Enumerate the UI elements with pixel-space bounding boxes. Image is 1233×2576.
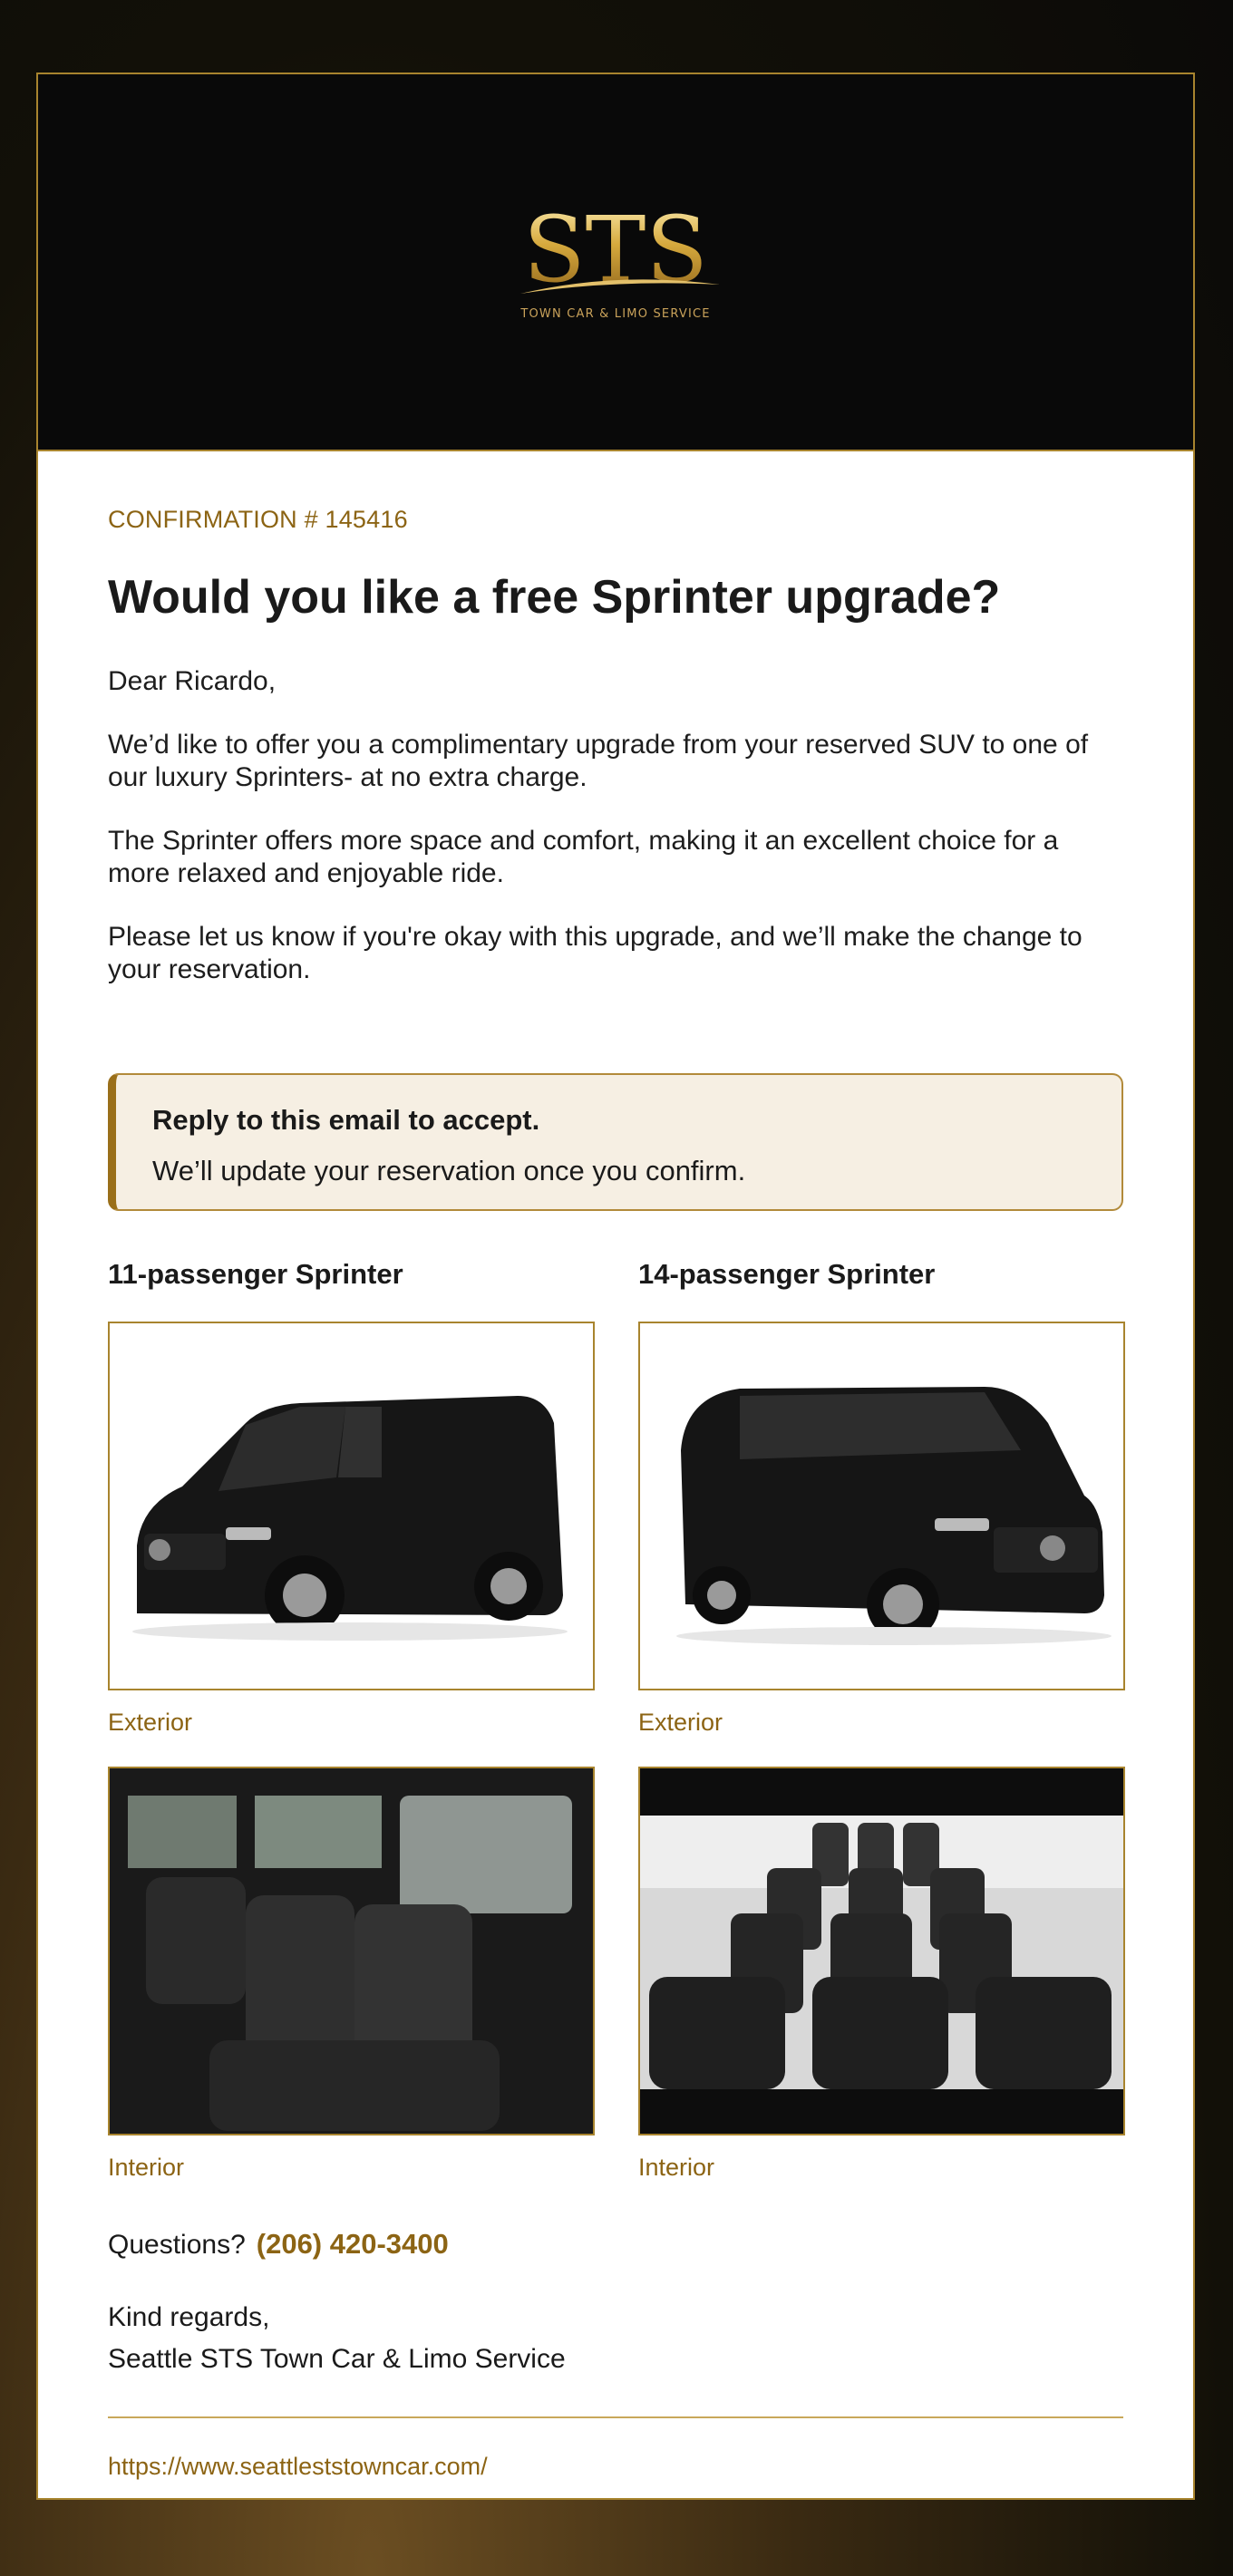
comfort-paragraph: The Sprinter offers more space and comfort, making it an excellent choice for a more relaxed and enjoyable ride. (108, 826, 1059, 889)
callout-title: Reply to this email to accept. (152, 1104, 540, 1137)
interior-caption: Interior (108, 2154, 185, 2182)
confirmation-number: CONFIRMATION # 145416 (108, 506, 408, 533)
logo-letters: STS (523, 197, 708, 303)
exterior-caption: Exterior (638, 1709, 723, 1737)
sign-off (108, 2297, 1123, 2380)
vehicle-gallery (108, 1258, 1123, 2183)
van-interior-image (110, 1768, 593, 2134)
exterior-caption: Exterior (108, 1709, 193, 1737)
confirm-paragraph: Please let us know if you're okay with this upgrade, and we’ll make the change to your reservation. (108, 922, 1083, 985)
email-headline: Would you like a free Sprinter upgrade? (108, 571, 1001, 624)
van-exterior-image (640, 1323, 1123, 1689)
vehicle-title: 14-passenger Sprinter (638, 1258, 936, 1291)
closing-text: Kind regards, (108, 2302, 270, 2333)
accept-callout (108, 1073, 1123, 1211)
logo-tagline: TOWN CAR & LIMO SERVICE (520, 307, 711, 321)
email-card (36, 73, 1195, 2500)
exterior-image-11[interactable] (108, 1322, 595, 1690)
offer-paragraph: We’d like to offer you a complimentary upgrade from your reserved SUV to one of our luxury Sprinters- at no extra charge. (108, 730, 1089, 793)
callout-subtitle: We’ll update your reservation once you confirm. (152, 1155, 746, 1187)
greeting: Dear Ricardo, (108, 666, 277, 697)
sts-logo-graphic (502, 194, 729, 330)
phone-link[interactable]: (206) 420-3400 (256, 2228, 449, 2261)
website-link[interactable]: https://www.seattleststowncar.com/ (108, 2453, 488, 2481)
interior-caption: Interior (638, 2154, 715, 2182)
exterior-image-14[interactable] (638, 1322, 1125, 1690)
footer-divider (108, 2416, 1123, 2418)
vehicle-column-11 (108, 1258, 595, 2183)
van-interior-image (640, 1768, 1123, 2134)
email-body (38, 506, 1193, 2481)
interior-image-14[interactable] (638, 1767, 1125, 2135)
van-exterior-image (110, 1323, 593, 1689)
interior-image-11[interactable] (108, 1767, 595, 2135)
vehicle-column-14 (638, 1258, 1125, 2183)
email-header-banner (38, 74, 1193, 451)
sts-logo (502, 194, 729, 330)
signature-text: Seattle STS Town Car & Limo Service (108, 2344, 566, 2375)
questions-line (108, 2228, 1123, 2261)
vehicle-title: 11-passenger Sprinter (108, 1258, 403, 1291)
questions-label: Questions? (108, 2230, 246, 2261)
